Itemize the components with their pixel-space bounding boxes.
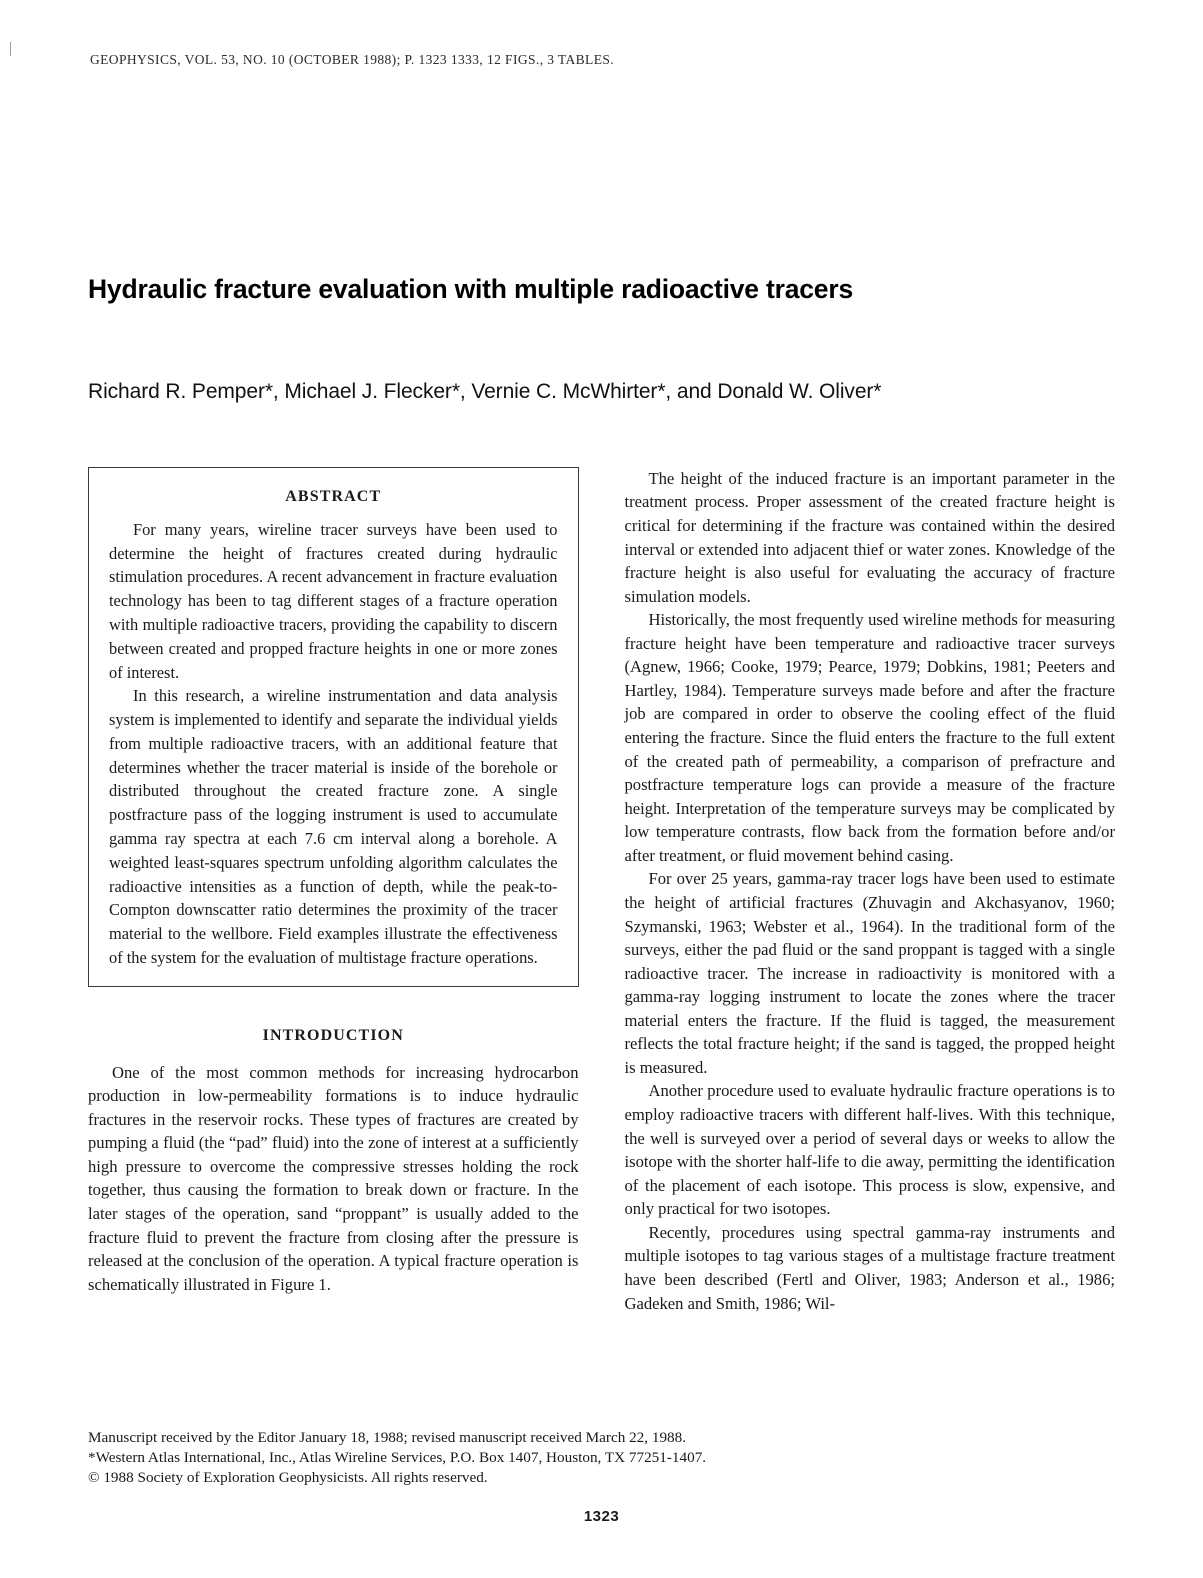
- body-paragraph: Another procedure used to evaluate hydraulic fracture operations is to employ radioactive tracers with different half-lives. With this technique, the well is surveyed over a period of several days or weeks to allow the isotope with the shorter half-life to die away, permitting the identification of the placement of each isotope. This process is slow, expensive, and only practical for two isotopes.: [624, 1081, 1115, 1219]
- right-column: [625, 467, 1116, 1315]
- footnote-block: [88, 1428, 1118, 1489]
- page-number: 1323: [583, 1508, 620, 1525]
- introduction-paragraph: One of the most common methods for increasing hydrocarbon production in low-permeability formations is to induce hydraulic fractures in the reservoir rocks. These types of fractures are created by pumping a fluid (the “pad” fluid) into the zone of interest at a sufficiently high pressure to overcome the compressive stresses holding the rock together, thus causing the formation to break down or fracture. In the later stages of the operation, sand “proppant” is usually added to the fracture fluid to prevent the fracture from closing after the pressure is released at the conclusion of the operation. A typical fracture operation is schematically illustrated in Figure 1.: [88, 1062, 579, 1294]
- abstract-box: [88, 467, 579, 987]
- footnote-manuscript: Manuscript received by the Editor January 18, 1988; revised manuscript received March 22, 1988.: [88, 1429, 687, 1446]
- journal-header: GEOPHYSICS, VOL. 53, NO. 10 (OCTOBER 1988); P. 1323 1333, 12 FIGS., 3 TABLES.: [90, 52, 615, 67]
- left-column: [88, 467, 579, 1296]
- abstract-heading: ABSTRACT: [285, 487, 382, 505]
- footnote-copyright: © 1988 Society of Exploration Geophysicists. All rights reserved.: [88, 1469, 488, 1487]
- margin-tick-mark: [10, 42, 11, 56]
- introduction-heading: INTRODUCTION: [262, 1026, 404, 1044]
- body-paragraph: Historically, the most frequently used wireline methods for measuring fracture height have been temperature and radioactive tracer surveys (Agnew, 1966; Cooke, 1979; Pearce, 1979; Dobkins, 1981; Peeters and Hartley, 1984). Temperature surveys made before and after the fracture job are compared in order to observe the cooling effect of the fluid entering the fracture. Since the fluid enters the fracture to the full extent of the created path of permeability, a comparison of prefracture and postfracture temperature logs can provide a measure of the fracture height. Interpretation of the temperature surveys may be complicated by low temperature contrasts, flow back from the formation before and/or after treatment, or fluid movement behind casing.: [624, 610, 1115, 865]
- body-paragraph: For over 25 years, gamma-ray tracer logs have been used to estimate the height of artificial fractures (Zhuvagin and Akchasyanov, 1960; Szymanski, 1963; Webster et al., 1964). In the traditional form of the surveys, either the pad fluid or the sand proppant is tagged with a single radioactive tracer. The increase in radioactivity is monitored with a gamma-ray logging instrument to locate the zones where the tracer material enters the fracture. If the fluid is tagged, the measurement reflects the total fracture height; if the sand is tagged, the propped height is measured.: [624, 869, 1115, 1077]
- body-paragraph: The height of the induced fracture is an important parameter in the treatment process. Proper assessment of the created fracture height is critical for determining if the fracture was contained within the desired interval or extended into adjacent thief or water zones. Knowledge of the fracture height is also useful for evaluating the accuracy of fracture simulation models.: [624, 468, 1115, 606]
- author-list: Richard R. Pemper*, Michael J. Flecker*, Vernie C. McWhirter*, and Donald W. Oliver*: [88, 380, 882, 403]
- abstract-paragraph: For many years, wireline tracer surveys have been used to determine the height of fractures created during hydraulic stimulation procedures. A recent advancement in fracture evaluation technology has been to tag different stages of a fracture operation with multiple radioactive tracers, providing the capability to discern between created and propped fracture heights in one or more zones of interest.: [109, 519, 558, 682]
- footnote-affiliation: *Western Atlas International, Inc., Atlas Wireline Services, P.O. Box 1407, Houston, TX 77251-1407.: [88, 1449, 707, 1467]
- page-title: Hydraulic fracture evaluation with multiple radioactive tracers: [88, 274, 853, 304]
- body-paragraph: Recently, procedures using spectral gamma-ray instruments and multiple isotopes to tag various stages of a multistage fracture treatment have been described (Fertl and Oliver, 1983; Anderson et al., 1986; Gadeken and Smith, 1986; Wil-: [624, 1222, 1115, 1313]
- abstract-paragraph: In this research, a wireline instrumentation and data analysis system is implemented to identify and separate the individual yields from multiple radioactive tracers, with an additional feature that determines whether the tracer material is inside of the borehole or distributed throughout the created fracture zone. A single postfracture pass of the logging instrument is used to accumulate gamma ray spectra at each 7.6 cm interval along a borehole. A weighted least-squares spectrum unfolding algorithm calculates the radioactive intensities as a function of depth, while the peak-to-Compton downscatter ratio determines the proximity of the tracer material to the wellbore. Field examples illustrate the effectiveness of the system for the evaluation of multistage fracture operations.: [109, 686, 558, 967]
- body-columns: [88, 467, 1115, 1315]
